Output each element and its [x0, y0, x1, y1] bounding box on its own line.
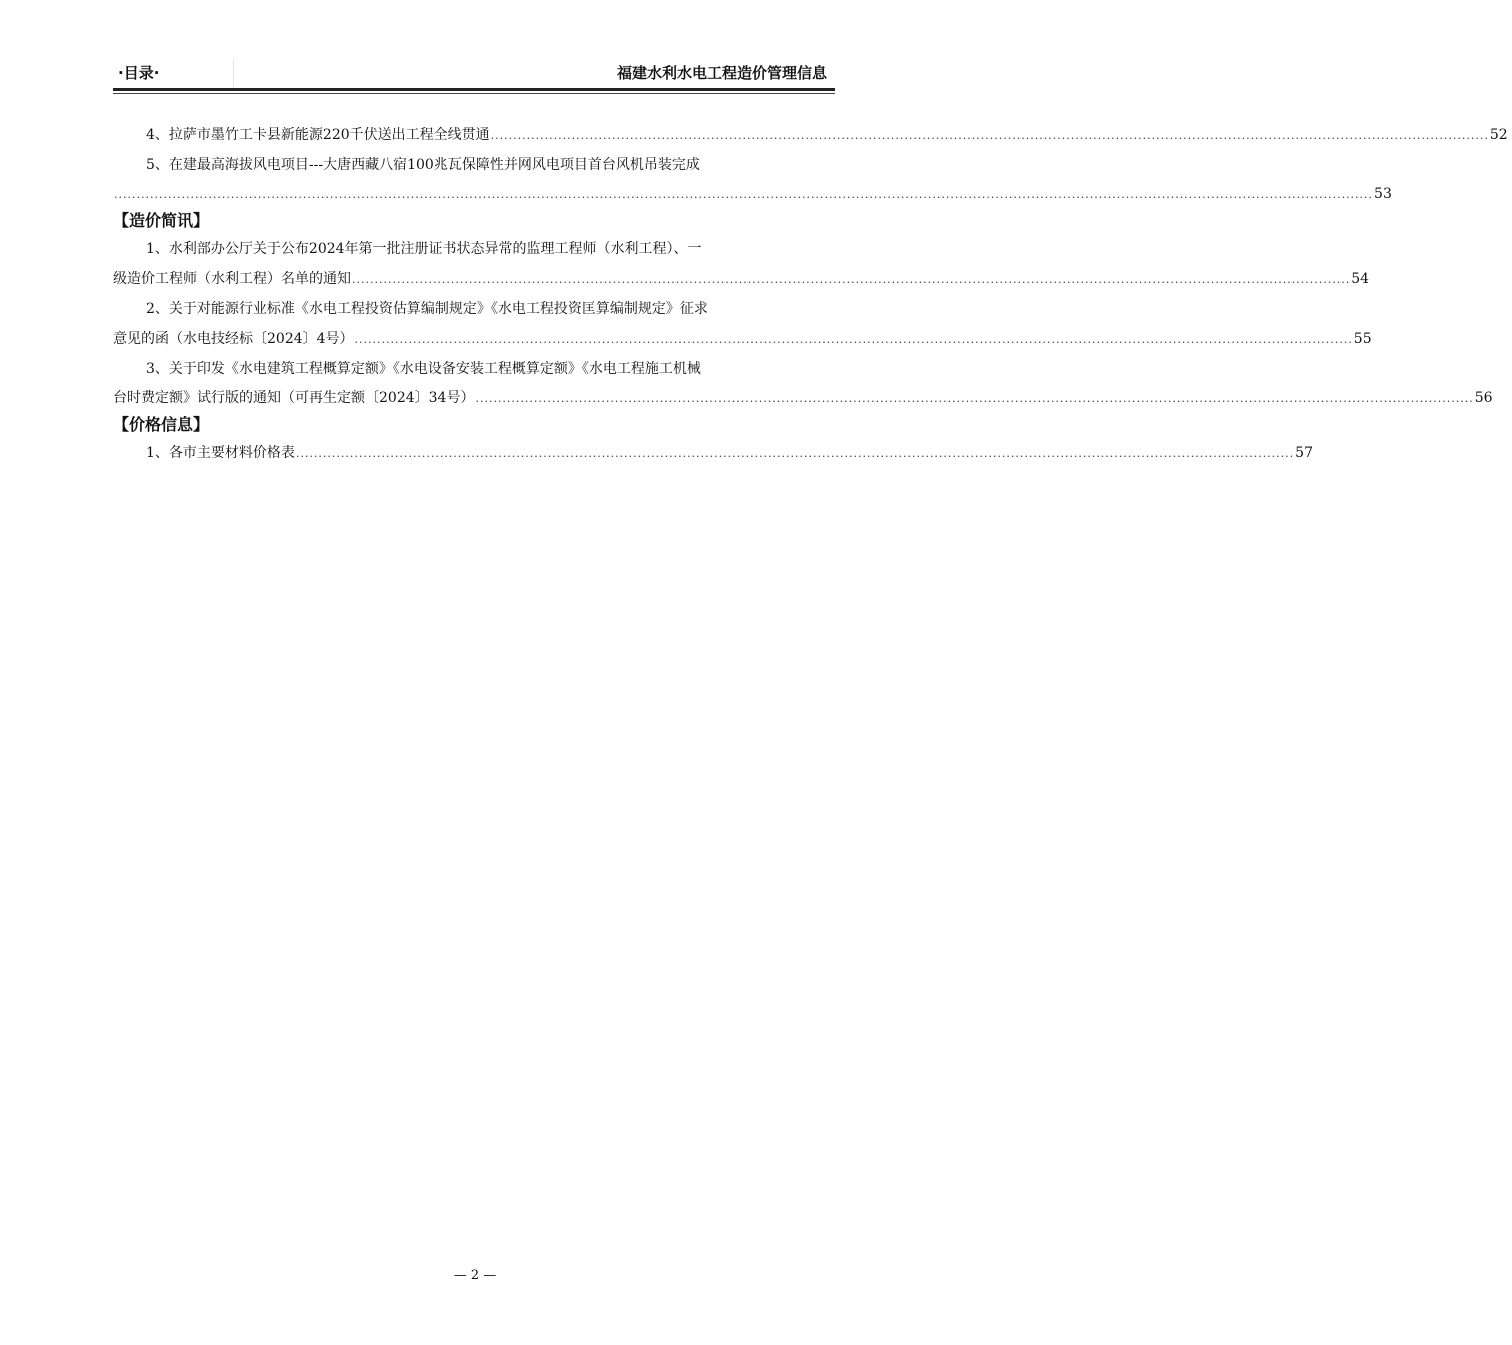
- toc-entry-title-cont: 意见的函（水电技经标〔2024〕4号）: [113, 331, 354, 347]
- toc-leader: ..............................................................................................................................................................................................................................: [475, 392, 1474, 405]
- section-heading-price-info: 【价格信息】: [113, 415, 210, 434]
- toc-entry-page: 56: [1474, 390, 1493, 406]
- toc-entry-title: 1、水利部办公厅关于公布2024年第一批注册证书状态异常的监理工程师（水利工程）、一: [146, 241, 702, 257]
- header-divider: [233, 59, 234, 87]
- toc-leader: ..............................................................................................................................................................................................................................: [352, 273, 1351, 286]
- section-heading-cost-news: 【造价简讯】: [113, 211, 210, 230]
- toc-leader: ..............................................................................................................................................................................................................................: [354, 333, 1353, 346]
- toc-entry-continuation[interactable]: [113, 264, 1370, 294]
- header-rule: [113, 88, 835, 91]
- page-header: [113, 57, 835, 89]
- toc-entry-page: 53: [1374, 186, 1392, 202]
- toc-entry[interactable]: [113, 234, 835, 264]
- toc-entry-title: 5、在建最高海拔风电项目---大唐西藏八宿100兆瓦保障性并网风电项目首台风机吊装完成: [146, 157, 700, 173]
- toc-entry[interactable]: [113, 294, 835, 324]
- toc-entry-continuation[interactable]: [113, 384, 1493, 412]
- toc-entry-title-cont: 台时费定额》试行版的通知（可再生定额〔2024〕34号）: [113, 390, 475, 406]
- toc-entry-title: 3、关于印发《水电建筑工程概算定额》《水电设备安装工程概算定额》《水电工程施工机械: [146, 361, 701, 377]
- toc-entry-title: 1、各市主要材料价格表: [146, 445, 295, 461]
- toc-entry[interactable]: [113, 354, 835, 384]
- header-section-label: ·目录·: [118, 64, 160, 82]
- table-of-contents: [113, 120, 1508, 468]
- toc-entry-title: 4、拉萨市墨竹工卡县新能源220千伏送出工程全线贯通: [146, 127, 490, 143]
- toc-leader: ........................................................................................................................................................................................................................................................................................: [114, 188, 1374, 201]
- toc-entry-page: 55: [1353, 331, 1372, 347]
- toc-entry[interactable]: [113, 438, 1313, 468]
- header-rule-thin: [113, 93, 835, 94]
- toc-entry-page: 57: [1295, 445, 1313, 461]
- toc-entry-page: 54: [1351, 271, 1370, 287]
- toc-entry[interactable]: [113, 150, 835, 180]
- toc-entry-page: 52: [1489, 127, 1508, 143]
- toc-entry-title-cont: 级造价工程师（水利工程）名单的通知: [113, 271, 351, 287]
- toc-entry-continuation[interactable]: [113, 180, 1392, 208]
- page-number: — 2 —: [453, 1268, 497, 1283]
- toc-entry-title: 2、关于对能源行业标准《水电工程投资估算编制规定》《水电工程投资匡算编制规定》征求: [146, 301, 708, 317]
- toc-leader: ..............................................................................................................................................................................................................................: [295, 447, 1295, 460]
- toc-entry[interactable]: [113, 120, 1508, 150]
- header-publication-title: 福建水利水电工程造价管理信息: [616, 64, 827, 82]
- toc-leader: ..............................................................................................................................................................................................................................: [490, 129, 1489, 142]
- toc-entry-continuation[interactable]: [113, 324, 1372, 354]
